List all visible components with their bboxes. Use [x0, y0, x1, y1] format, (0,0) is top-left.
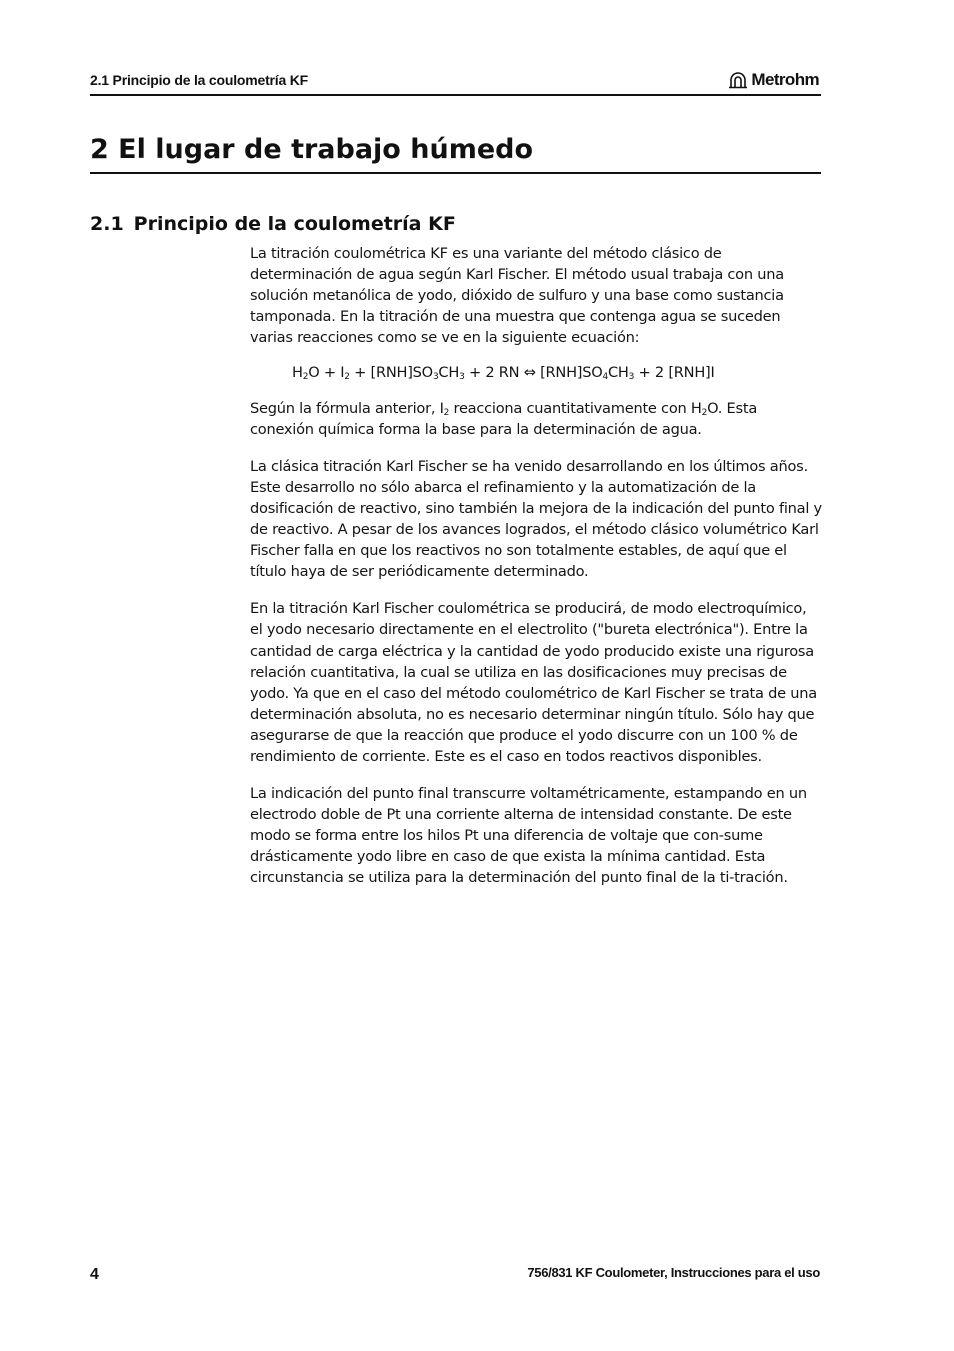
section-title [90, 211, 456, 237]
text-run: Según la fórmula anterior, I [250, 399, 444, 417]
paragraph-coulometric-titration: En la titración Karl Fischer coulométrica se producirá, de modo electroquímico, el yodo necesario directamente en el electrolito ("bureta electrónica"). Entre la cantidad de carga eléctrica y la cantidad de yodo producido existe una rigurosa relación cuantitativa, la cual se utiliza en las dosificaciones muy precisas de yodo. Ya que en el caso del método coulométrico de Karl Fischer se trata de una determinación absoluta, no es necesario determinar ningún título. Sólo hay que asegurarse de que la reacción que produce el yodo discurre con un 100 % de rendimiento de corriente. Este es el caso en todos reactivos disponibles. [250, 600, 817, 765]
section-number: 2.1 [90, 213, 124, 235]
eq-part: + 2 RN ⇔ [RNH]SO [464, 364, 603, 382]
eq-part: CH [438, 364, 460, 382]
text-run: reacciona cuantitativamente con H [449, 399, 702, 417]
reaction-equation [292, 362, 822, 383]
page-number: 4 [90, 1266, 99, 1283]
eq-subscript: 2 [344, 372, 350, 383]
running-header [90, 70, 821, 96]
eq-subscript: 3 [459, 372, 465, 383]
paragraph-formula-note [250, 398, 822, 440]
logo-wordmark: Metrohm [751, 70, 819, 89]
eq-part: + 2 [RNH]I [634, 364, 715, 382]
paragraph-classic-titration: La clásica titración Karl Fischer se ha venido desarrollando en los últimos años. Este desarrollo no sólo abarca el refinamiento y la automatización de la dosificación de reactivo, sino también la mejora de la indicación del punto final y de reactivo. A pesar de los avances logrados, el método clásico volumétrico Karl Fischer falla en que los reactivos no son totalmente estables, de aquí que el título haya de ser periódicamente determinado. [250, 457, 822, 581]
eq-subscript: 4 [602, 372, 608, 383]
running-header-section: 2.1 Principio de la coulometría KF [90, 72, 309, 88]
eq-part: CH [607, 364, 629, 382]
paragraph-intro: La titración coulométrica KF es una variante del método clásico de determinación de agua según Karl Fischer. El método usual trabaja con una solución metanólica de yodo, dióxido de sulfuro y una base como sustancia tamponada. En la titración de una muestra que contenga agua se suceden varias reacciones como se ve en la siguiente ecuación: [250, 245, 784, 347]
text-subscript: 2 [443, 407, 450, 418]
eq-part: + [RNH]SO [349, 364, 433, 382]
footer-document-title: 756/831 KF Coulometer, Instrucciones para el uso [527, 1265, 820, 1280]
eq-part: O + I [308, 364, 345, 382]
metrohm-logo [728, 70, 819, 90]
eq-subscript: 3 [432, 372, 439, 383]
body-text [250, 243, 822, 905]
text-run: O. Esta conexión química forma la base para la determinación de agua. [250, 399, 758, 438]
section-heading: Principio de la coulometría KF [133, 213, 456, 235]
chapter-title: 2 El lugar de trabajo húmedo [90, 130, 821, 174]
eq-subscript: 2 [302, 372, 309, 383]
text-subscript: 2 [701, 407, 708, 418]
eq-subscript: 3 [628, 372, 635, 383]
eq-part: H [292, 364, 303, 382]
metrohm-logo-icon [728, 71, 748, 89]
paragraph-endpoint-indication: La indicación del punto final transcurre voltamétricamente, estampando en un electrodo doble de Pt una corriente alterna de intensidad constante. De este modo se forma entre los hilos Pt una diferencia de voltaje que con-sume drásticamente yodo libre en caso de que exista la mínima cantidad. Esta circunstancia se utiliza para la determinación del punto final de la ti-tración. [250, 785, 807, 887]
